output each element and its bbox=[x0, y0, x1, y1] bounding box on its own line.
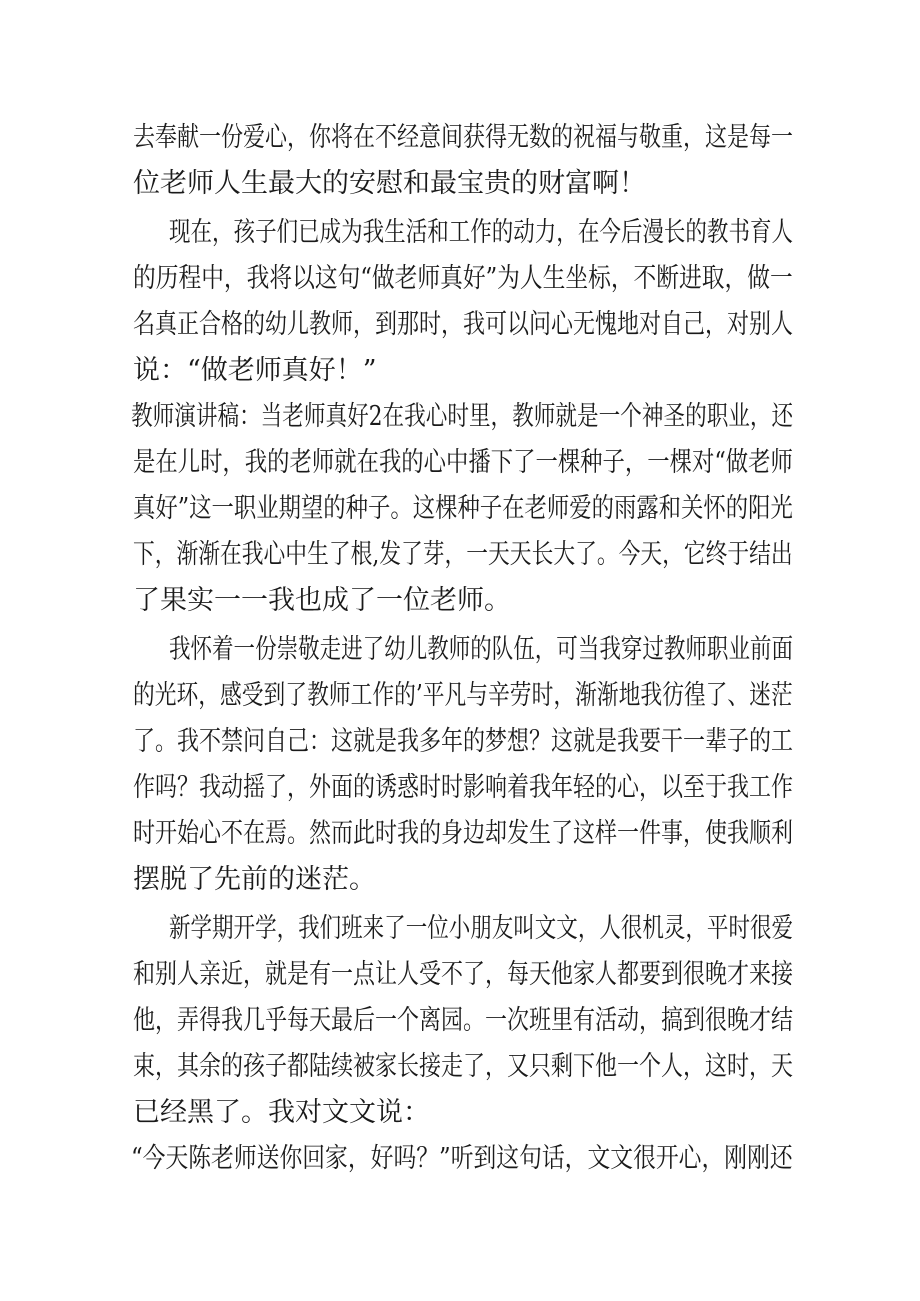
text-line: 摆脱了先前的迷茫。 bbox=[133, 864, 376, 895]
text-line: 已经黑了。我对文文说： bbox=[133, 1097, 430, 1128]
text-line: 的光环，感受到了教师工作的’平凡与辛劳时，渐渐地我彷徨了、迷茫 bbox=[133, 680, 793, 711]
text-line: 教师演讲稿：当老师真好2在我心时里，教师就是一个神圣的职业，还 bbox=[131, 401, 794, 432]
text-line: 去奉献一份爱心，你将在不经意间获得无数的祝福与敬重，这是每一 bbox=[133, 122, 793, 153]
text-line: 下，渐渐在我心中生了根,发了芽，一天天长大了。今天，它终于结出 bbox=[133, 539, 793, 570]
text-line: 了果实一一我也成了一位老师。 bbox=[133, 585, 511, 616]
text-line: 时开始心不在焉。然而此时我的身边却发生了这样一件事，使我顺利 bbox=[133, 818, 793, 849]
text-line: 名真正合格的幼儿教师，到那时，我可以问心无愧地对自己，对别人 bbox=[133, 309, 793, 340]
text-line: 是在儿时，我的老师就在我的心中播下了一棵种子，一棵对“做老师 bbox=[133, 447, 793, 478]
text-line: 我怀着一份崇敬走进了幼儿教师的队伍，可当我穿过教师职业前面 bbox=[169, 634, 793, 665]
text-line: 了。我不禁问自己：这就是我多年的梦想？这就是我要干一辈子的工 bbox=[133, 726, 793, 757]
text-line: 说：“做老师真好！” bbox=[133, 355, 377, 386]
text-line: 和别人亲近，就是有一点让人受不了，每天他家人都要到很晚才来接 bbox=[133, 959, 793, 990]
text-line: 现在，孩子们已成为我生活和工作的动力，在今后漫长的教书育人 bbox=[169, 217, 793, 248]
text-line: 作吗？我动摇了，外面的诱惑时时影响着我年轻的心，以至于我工作 bbox=[133, 772, 793, 803]
text-line: 真好”这一职业期望的种子。这棵种子在老师爱的雨露和关怀的阳光 bbox=[133, 493, 793, 524]
text-line: “今天陈老师送你回家，好吗？”听到这句话，文文很开心，刚刚还 bbox=[131, 1143, 793, 1174]
text-line: 新学期开学，我们班来了一位小朋友叫文文，人很机灵，平时很爱 bbox=[169, 913, 793, 944]
text-line: 位老师人生最大的安慰和最宝贵的财富啊！ bbox=[133, 168, 646, 199]
text-line: 他，弄得我几乎每天最后一个离园。一次班里有活动，搞到很晚才结 bbox=[133, 1005, 793, 1036]
text-line: 束，其余的孩子都陆续被家长接走了，又只剩下他一个人，这时，天 bbox=[133, 1051, 793, 1082]
text-line: 的历程中，我将以这句“做老师真好”为人生坐标，不断进取，做一 bbox=[133, 263, 793, 294]
